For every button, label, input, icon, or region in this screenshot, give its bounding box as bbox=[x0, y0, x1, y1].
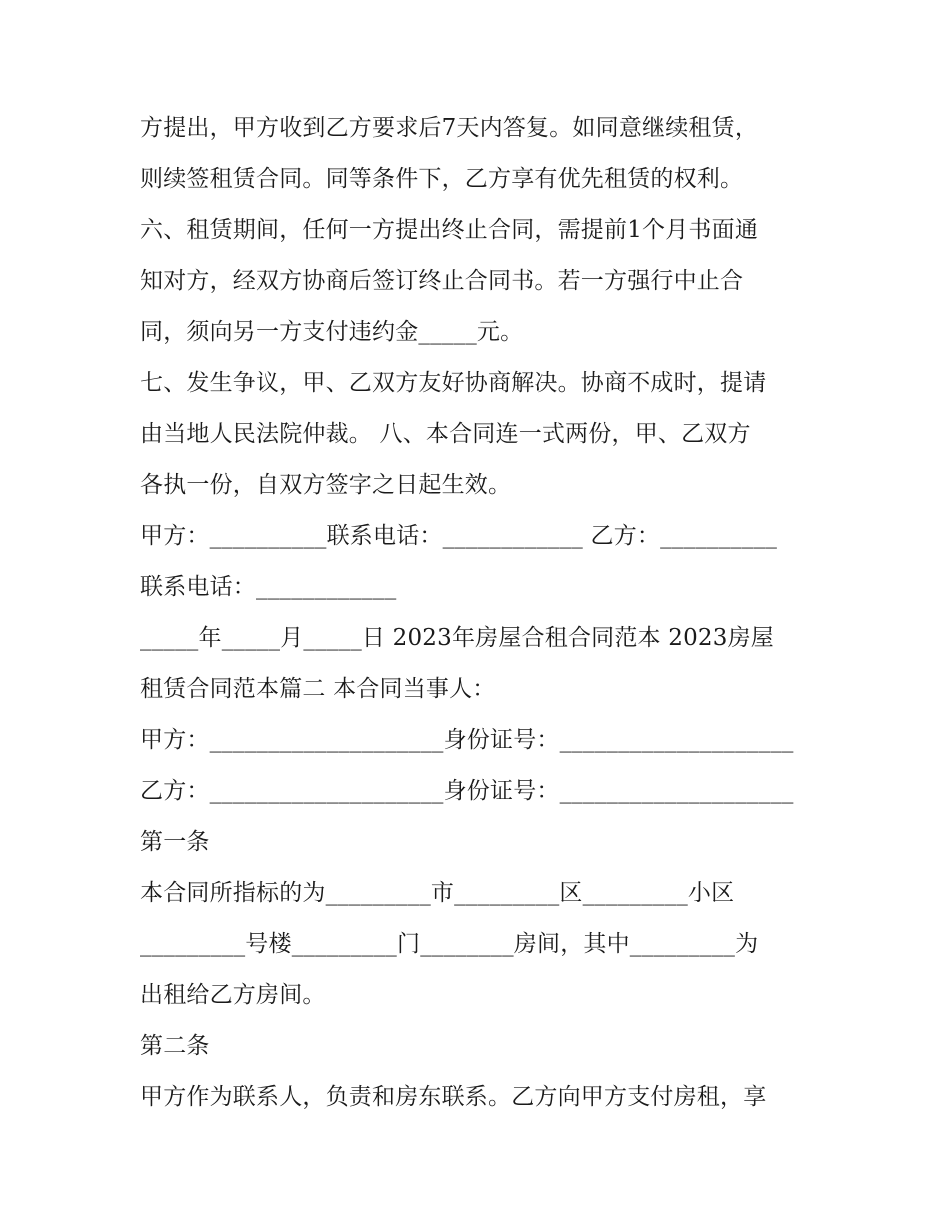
text-line: 方提出，甲方收到乙方要求后7天内答复。如同意继续租赁， bbox=[140, 115, 759, 141]
signature-line: 甲方：__________联系电话：____________ 乙方：__________ bbox=[140, 523, 778, 549]
date-line: _____年_____月_____日 2023年房屋合租合同范本 2023房屋 bbox=[140, 625, 774, 651]
text-line: 本合同所指标的为_________市_________区_________小区 bbox=[140, 880, 735, 906]
text-line: 同，须向另一方支付违约金_____元。 bbox=[140, 319, 524, 345]
text-line: 甲方作为联系人，负责和房东联系。乙方向甲方支付房租，享 bbox=[140, 1084, 767, 1110]
party-field-line: 甲方：____________________身份证号：____________________ bbox=[140, 727, 794, 753]
text-line: 租赁合同范本篇二 本合同当事人： bbox=[140, 676, 496, 702]
article-heading: 第一条 bbox=[140, 829, 210, 855]
text-line: _________号楼_________门________房间，其中_________为 bbox=[140, 931, 759, 957]
text-line: 由当地人民法院仲裁。 八、本合同连一式两份，甲、乙双方 bbox=[140, 421, 751, 447]
document-body bbox=[140, 103, 830, 1123]
text-line: 出租给乙方房间。 bbox=[140, 982, 326, 1008]
text-line: 七、发生争议，甲、乙双方友好协商解决。协商不成时，提请 bbox=[140, 370, 767, 396]
text-line: 六、租赁期间，任何一方提出终止合同，需提前1个月书面通 bbox=[140, 217, 759, 243]
text-line: 各执一份，自双方签字之日起生效。 bbox=[140, 472, 512, 498]
text-line: 则续签租赁合同。同等条件下，乙方享有优先租赁的权利。 bbox=[140, 166, 744, 192]
text-line: 知对方，经双方协商后签订终止合同书。若一方强行中止合 bbox=[140, 268, 744, 294]
party-field-line: 乙方：____________________身份证号：____________________ bbox=[140, 778, 794, 804]
article-heading: 第二条 bbox=[140, 1033, 210, 1059]
signature-line: 联系电话：____________ bbox=[140, 574, 397, 600]
